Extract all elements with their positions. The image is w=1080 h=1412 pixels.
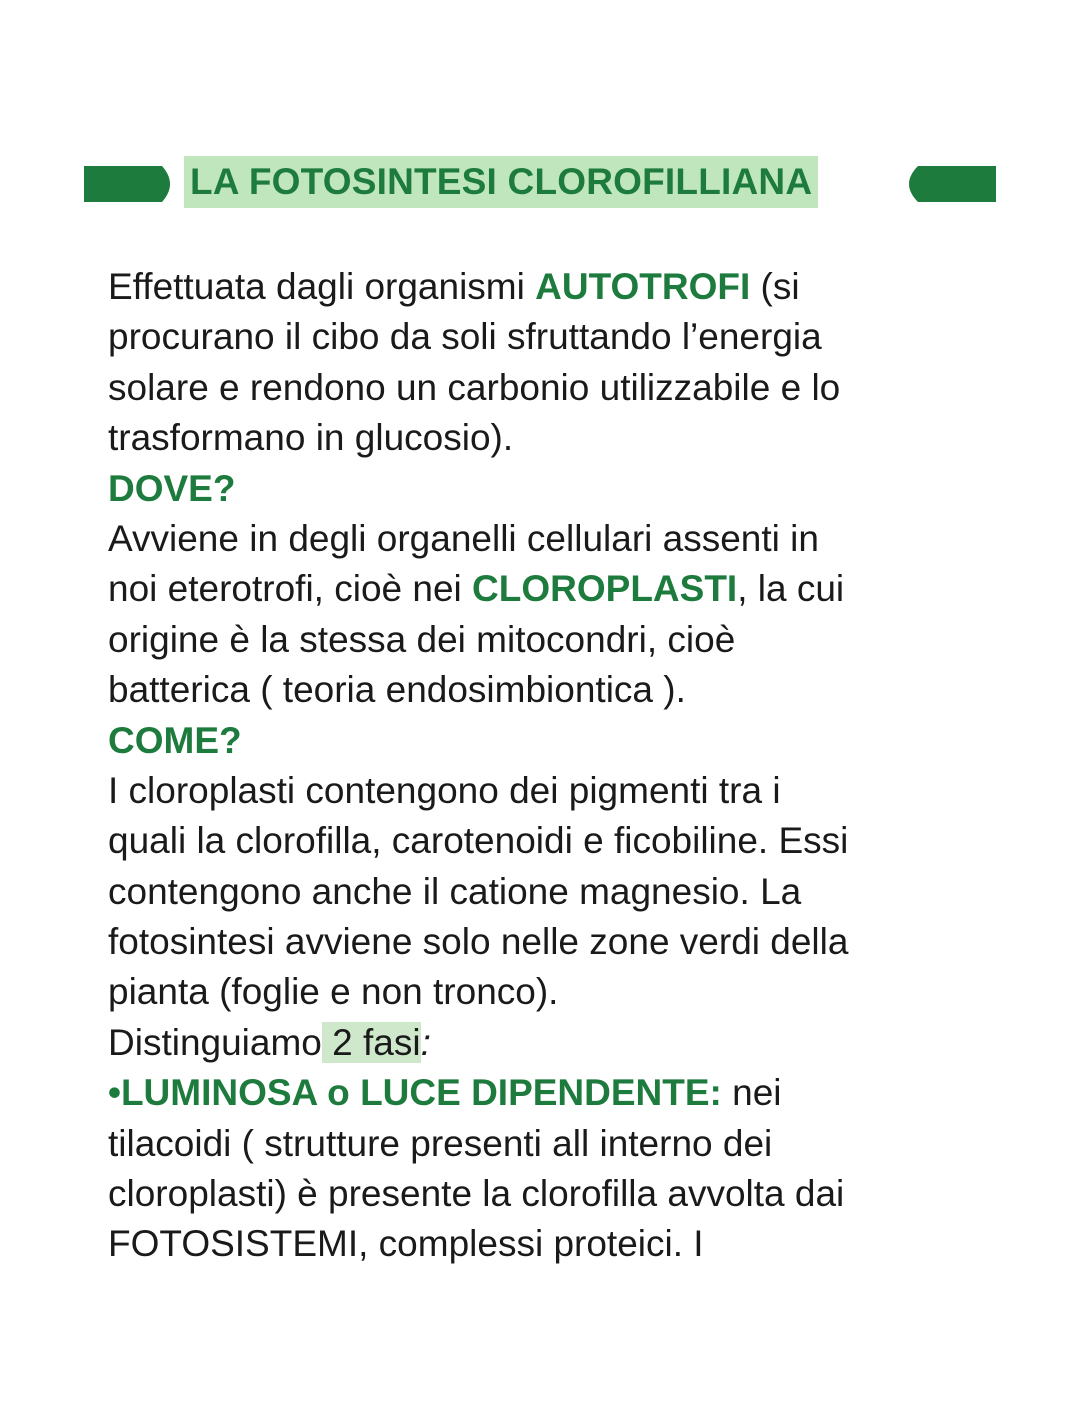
text-line: cloroplasti) è presente la clorofilla avvolta dai: [108, 1173, 845, 1215]
title-right-bar: [900, 166, 996, 202]
text-segment: Effettuata dagli organismi: [108, 266, 536, 307]
text-line: procurano il cibo da soli sfruttando l’energia: [108, 316, 822, 358]
text-line: [108, 262, 1008, 312]
keyword-autotrofi: AUTOTROFI: [535, 266, 751, 307]
text-line: trasformano in glucosio).: [108, 417, 514, 459]
text-line: origine è la stessa dei mitocondri, cioè: [108, 618, 736, 660]
text-segment: , la cui: [737, 568, 845, 610]
heading-come: COME?: [108, 719, 242, 761]
title-highlight: [184, 156, 818, 208]
text-line: batterica ( teoria endosimbiontica ).: [108, 669, 686, 711]
keyword-cloroplasti: CLOROPLASTI: [472, 568, 738, 610]
text-line: FOTOSISTEMI, complessi proteici. I: [108, 1223, 704, 1265]
highlight-2-fasi: 2 fasi: [321, 1021, 421, 1063]
title-left-bar: [84, 166, 178, 202]
text-line: fotosintesi avviene solo nelle zone verdi della: [108, 921, 849, 963]
text-segment: :: [420, 1021, 431, 1063]
text-segment: (si: [750, 266, 800, 307]
title-row: [0, 156, 1080, 212]
note-body: [108, 262, 1008, 1270]
text-line: quali la clorofilla, carotenoidi e ficobiline. Essi: [108, 820, 849, 862]
text-line: [108, 564, 1008, 614]
text-line: [108, 1018, 1008, 1068]
text-segment: noi eterotrofi, cioè nei: [108, 568, 473, 610]
text-segment: nei: [721, 1072, 782, 1114]
page-title: LA FOTOSINTESI CLOROFILLIANA: [190, 161, 813, 202]
text-line: solare e rendono un carbonio utilizzabile e lo: [108, 366, 841, 408]
heading-dove: DOVE?: [108, 467, 236, 509]
keyword-luminosa: •LUMINOSA o LUCE DIPENDENTE:: [108, 1072, 722, 1114]
text-line: contengono anche il catione magnesio. La: [108, 870, 802, 912]
text-segment: Distinguiamo: [108, 1021, 322, 1063]
text-line: [108, 1068, 1008, 1118]
text-line: I cloroplasti contengono dei pigmenti tra i: [108, 769, 781, 811]
text-line: Avviene in degli organelli cellulari assenti in: [108, 517, 819, 559]
text-line: tilacoidi ( strutture presenti all interno dei: [108, 1122, 773, 1164]
text-line: pianta (foglie e non tronco).: [108, 971, 559, 1013]
